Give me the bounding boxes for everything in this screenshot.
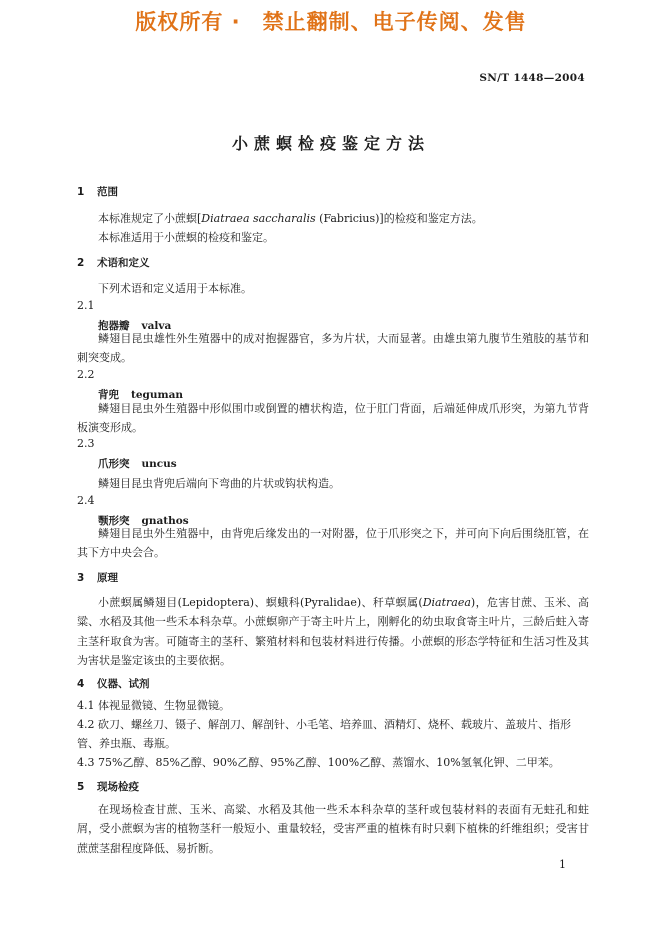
scientific-name: Diatraea: [422, 596, 471, 609]
item-number: 4.2: [77, 718, 95, 731]
text-run: )，危害甘蔗、玉米、高粱、水稻及其他一些禾本科杂草。小蔗螟卵产于寄主叶片上，刚孵化的幼虫取食寄主叶片，三龄后蛀入寄主茎秆取食为害。可随寄主的茎秆、繁殖材料和包装材料进行传播。小蔗螟的形态学特征和生活习性及其为害状是鉴定该虫的主要依据。: [77, 596, 589, 668]
section-number: 3: [77, 572, 85, 584]
section-3-heading: [77, 570, 118, 585]
term-2-4-number: 2.4: [77, 494, 95, 507]
term-2-3-number: 2.3: [77, 437, 95, 450]
term-zh: 背兜: [98, 389, 119, 401]
section-3-paragraph: [77, 593, 589, 671]
term-2-2-number: 2.2: [77, 368, 95, 381]
section-number: 2: [77, 257, 85, 269]
section-2-heading: [77, 255, 150, 270]
term-en: teguman: [131, 389, 184, 401]
list-item-4-2: [77, 715, 589, 754]
section-1-paragraph-1: [98, 210, 483, 226]
section-1-paragraph-2: 本标准适用于小蔗螟的检疫和鉴定。: [98, 231, 274, 244]
standard-code: SN/T 1448—2004: [479, 72, 585, 84]
term-2-2-definition: 鳞翅目昆虫外生殖器中形似围巾或倒置的槽状构造，位于肛门背面，后端延伸成爪形突，为第九节背板演变形成。: [77, 402, 589, 435]
text-run: (Fabricius)]的检疫和鉴定方法。: [315, 212, 483, 225]
list-item-4-1: [77, 696, 589, 715]
term-en: uncus: [141, 458, 177, 470]
term-2-1-number: 2.1: [77, 299, 95, 312]
term-2-3-definition: 鳞翅目昆虫背兜后端向下弯曲的片状或钩状构造。: [98, 477, 340, 490]
section-number: 1: [77, 186, 85, 198]
text-run: 本标准规定了小蔗螟[: [98, 212, 202, 225]
section-title: 范围: [97, 186, 118, 198]
term-zh: 爪形突: [98, 458, 130, 470]
document-title: 小蔗螟检疫鉴定方法: [231, 134, 430, 153]
list-item-4-3: [77, 753, 589, 772]
section-2-intro: 下列术语和定义适用于本标准。: [98, 282, 252, 295]
section-title: 术语和定义: [97, 257, 150, 269]
section-number: 5: [77, 781, 85, 793]
item-number: 4.1: [77, 699, 95, 712]
term-zh: 抱器瓣: [98, 320, 130, 332]
copyright-banner: 版权所有 · 禁止翻制、电子传阅、发售: [135, 10, 527, 34]
item-text: 砍刀、螺丝刀、镊子、解剖刀、解剖针、小毛笔、培养皿、酒精灯、烧杯、载玻片、盖玻片、指形管、养虫瓶、毒瓶。: [77, 718, 571, 751]
section-5-paragraph: 在现场检查甘蔗、玉米、高粱、水稻及其他一些禾本科杂草的茎秆或包装材料的表面有无蛀孔和蛀屑，受小蔗螟为害的植物茎秆一般短小、重量较轻，受害严重的植株有时只剩下植株的纤维组织；受害甘蔗蔗茎甜程度降低、易折断。: [77, 803, 589, 855]
term-zh: 颚形突: [98, 515, 130, 527]
term-en: gnathos: [141, 515, 189, 527]
section-title: 原理: [97, 572, 118, 584]
item-text: 75%乙醇、85%乙醇、90%乙醇、95%乙醇、100%乙醇、蒸馏水、10%氢氧化钾、二甲苯。: [98, 756, 560, 769]
section-1-heading: [77, 184, 118, 199]
term-2-3-title: [98, 456, 177, 471]
text-run: 小蔗螟属鳞翅目(Lepidoptera)、螟蛾科(Pyralidae)、秆草螟属(: [98, 596, 423, 609]
term-2-1-definition: 鳞翅目昆虫雄性外生殖器中的成对抱握器官，多为片状，大而显著。由雄虫第九腹节生殖肢的基节和刺突变成。: [77, 332, 589, 365]
section-4-heading: [77, 676, 150, 691]
term-en: valva: [141, 320, 172, 332]
section-number: 4: [77, 678, 85, 690]
scientific-name: Diatraea saccharalis: [201, 212, 316, 225]
section-title: 仪器、试剂: [97, 678, 150, 690]
section-title: 现场检疫: [97, 781, 139, 793]
term-2-4-definition: 鳞翅目昆虫外生殖器中，由背兜后缘发出的一对附器，位于爪形突之下，并可向下向后围绕肛管，在其下方中央会合。: [77, 527, 589, 560]
item-number: 4.3: [77, 756, 95, 769]
item-text: 体视显微镜、生物显微镜。: [98, 699, 230, 712]
page-number: 1: [559, 858, 566, 871]
section-5-heading: [77, 779, 139, 794]
